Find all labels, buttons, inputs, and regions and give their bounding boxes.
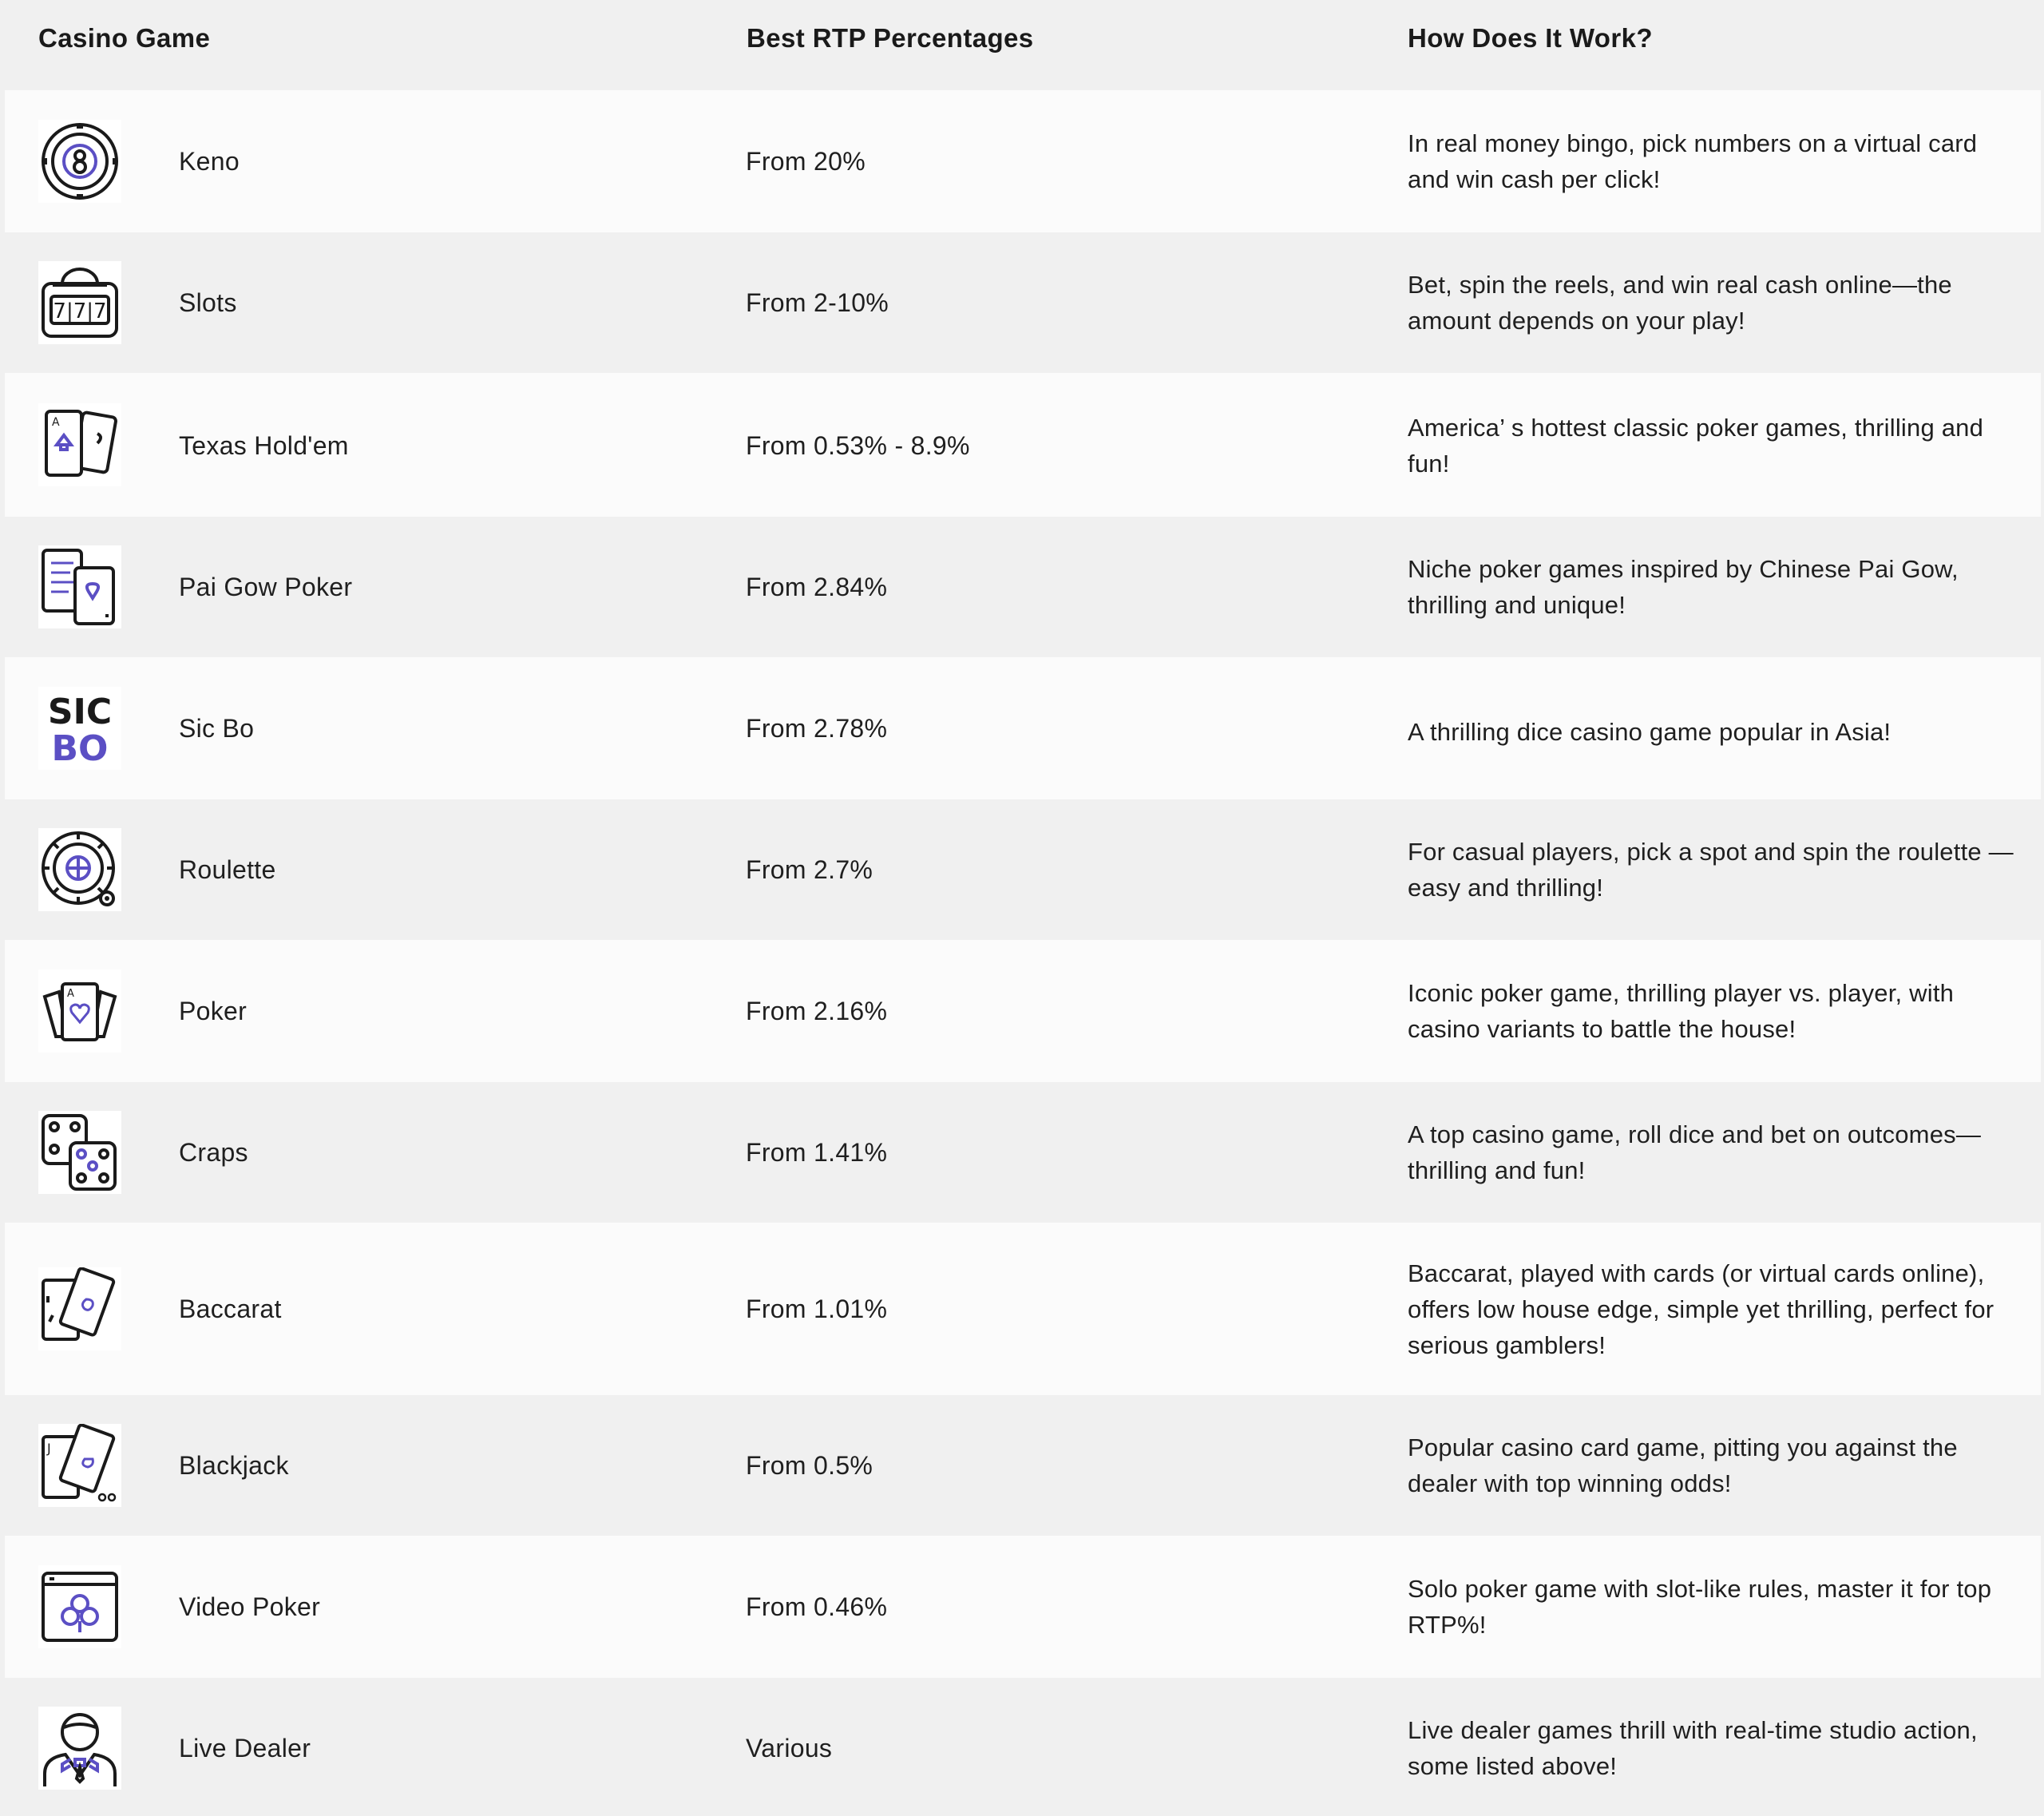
game-description: Iconic poker game, thrilling player vs. player, with casino variants to battle the house! [1408, 979, 1955, 1043]
table-row [5, 1082, 2041, 1223]
video-poker-screen-icon [38, 1565, 121, 1648]
table-row [5, 232, 2041, 373]
game-name: Baccarat [179, 1295, 282, 1323]
table-row [5, 1395, 2041, 1536]
svg-text:SIC: SIC [47, 692, 113, 732]
game-description: Niche poker games inspired by Chinese Pai Gow, thrilling and unique! [1408, 555, 1959, 619]
game-name: Pai Gow Poker [179, 573, 353, 601]
keno-chip-icon [38, 120, 121, 203]
game-description: Solo poker game with slot-like rules, master it for top RTP%! [1408, 1575, 1992, 1639]
game-name: Craps [179, 1138, 248, 1167]
dice-icon [38, 1111, 121, 1194]
rtp-value: From 2.7% [746, 855, 873, 884]
baccarat-cards-icon [38, 1267, 121, 1350]
game-description: Bet, spin the reels, and win real cash online—the amount depends on your play! [1408, 271, 1952, 335]
game-description: In real money bingo, pick numbers on a virtual card and win cash per click! [1408, 129, 1978, 193]
rtp-value: From 1.41% [746, 1138, 888, 1167]
svg-text:BO: BO [51, 728, 109, 769]
rtp-value: From 0.46% [746, 1592, 888, 1621]
game-name: Keno [179, 147, 240, 176]
sic-bo-logo-icon [38, 687, 121, 770]
rtp-value: From 2-10% [746, 288, 889, 317]
rtp-value: From 2.16% [746, 997, 888, 1025]
header-casino-game: Casino Game [38, 23, 211, 53]
rtp-value: From 1.01% [746, 1295, 888, 1323]
header-best-rtp: Best RTP Percentages [747, 23, 1034, 53]
table-row [5, 373, 2041, 517]
poker-cards-heart-icon [38, 969, 121, 1053]
rtp-value: Various [746, 1734, 833, 1762]
game-name: Poker [179, 997, 248, 1025]
live-dealer-icon [38, 1707, 121, 1790]
rtp-value: From 0.5% [746, 1451, 873, 1480]
rtp-value: From 2.78% [746, 714, 888, 743]
table-row [5, 940, 2041, 1082]
playing-cards-spade-icon [38, 403, 121, 486]
game-description: America’ s hottest classic poker games, thrilling and fun! [1408, 414, 1984, 478]
table-row [5, 90, 2041, 232]
pai-gow-cards-icon [38, 545, 121, 628]
game-name: Sic Bo [179, 714, 255, 743]
table-row [5, 1223, 2041, 1395]
rtp-value: From 0.53% - 8.9% [746, 431, 970, 460]
game-description: Popular casino card game, pitting you against the dealer with top winning odds! [1408, 1433, 1958, 1497]
svg-text:A: A [67, 988, 74, 1000]
game-name: Roulette [179, 855, 276, 884]
rtp-value: From 20% [746, 147, 866, 176]
table-row [5, 517, 2041, 657]
header-how-it-works: How Does It Work? [1408, 23, 1653, 53]
table-row [5, 1536, 2041, 1678]
svg-text:7|7|7: 7|7|7 [53, 299, 107, 323]
svg-text:A: A [52, 416, 60, 429]
game-name: Video Poker [179, 1592, 321, 1621]
table-row [5, 1678, 2041, 1816]
table-header [0, 0, 2044, 83]
game-description: A top casino game, roll dice and bet on outcomes—thrilling and fun! [1408, 1120, 1982, 1184]
game-name: Live Dealer [179, 1734, 311, 1762]
game-name: Texas Hold'em [179, 431, 349, 460]
table-row [5, 657, 2041, 799]
blackjack-cards-icon [38, 1424, 121, 1507]
game-description: Live dealer games thrill with real-time studio action, some listed above! [1408, 1716, 1978, 1780]
rtp-value: From 2.84% [746, 573, 888, 601]
table-row [5, 799, 2041, 940]
game-description: Baccarat, played with cards (or virtual cards online), offers low house edge, simple yet thrilling, perfect for serious gamblers! [1408, 1259, 1994, 1359]
game-description: A thrilling dice casino game popular in Asia! [1408, 718, 1891, 746]
slot-machine-icon [38, 261, 121, 344]
roulette-wheel-icon [38, 828, 121, 911]
game-description: For casual players, pick a spot and spin the roulette —easy and thrilling! [1408, 838, 2014, 902]
game-name: Slots [179, 288, 237, 317]
svg-text:J: J [47, 1441, 51, 1456]
game-name: Blackjack [179, 1451, 289, 1480]
